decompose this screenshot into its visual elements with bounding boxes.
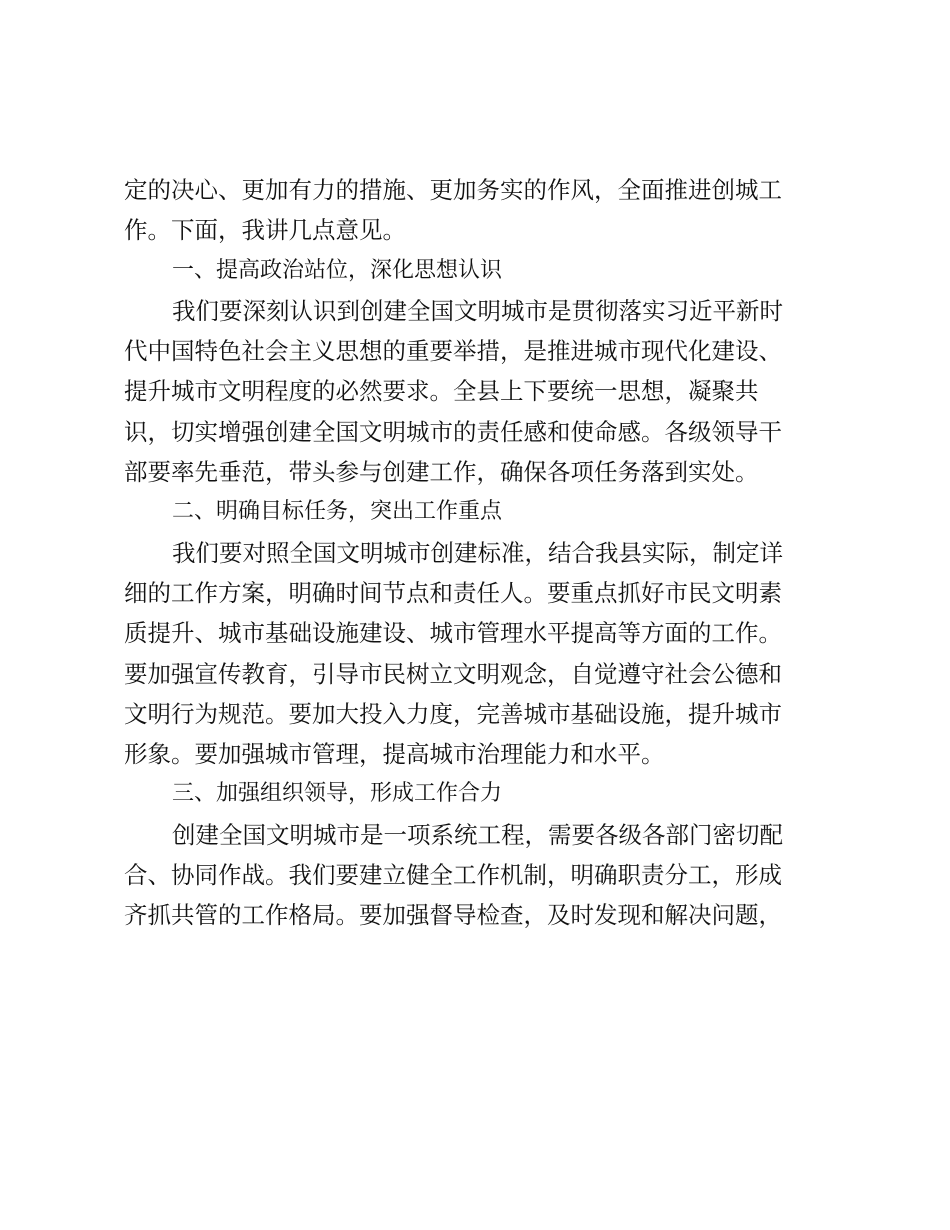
- section-heading-2: 二、明确目标任务，突出工作重点: [172, 499, 503, 525]
- body-line: 质提升、城市基础设施建设、城市管理水平提高等方面的工作。: [124, 619, 782, 648]
- body-line: 识，切实增强创建全国文明城市的责任感和使命感。各级领导干: [124, 417, 782, 446]
- section-heading-3: 三、加强组织领导，形成工作合力: [172, 781, 503, 807]
- paragraph-first-line: 我们要对照全国文明城市创建标准，结合我县实际，制定详: [172, 538, 783, 567]
- body-line: 合、协同作战。我们要建立健全工作机制，明确职责分工，形成: [124, 861, 782, 890]
- body-line: 定的决心、更加有力的措施、更加务实的作风，全面推进创城工: [124, 176, 782, 204]
- paragraph-first-line: 创建全国文明城市是一项系统工程，需要各级各部门密切配: [172, 820, 783, 849]
- body-line: 要加强宣传教育，引导市民树立文明观念，自觉遵守社会公德和: [124, 659, 782, 688]
- paragraph-first-line: 我们要深刻认识到创建全国文明城市是贯彻落实习近平新时: [172, 296, 783, 325]
- body-line: 形象。要加强城市管理，提高城市治理能力和水平。: [124, 740, 665, 769]
- body-line: 部要率先垂范，带头参与创建工作，确保各项任务落到实处。: [124, 458, 759, 487]
- body-line: 细的工作方案，明确时间节点和责任人。要重点抓好市民文明素: [124, 578, 782, 607]
- section-heading-1: 一、提高政治站位，深化思想认识: [172, 257, 503, 283]
- body-line: 提升城市文明程度的必然要求。全县上下要统一思想，凝聚共: [124, 377, 759, 406]
- body-line: 文明行为规范。要加大投入力度，完善城市基础设施，提升城市: [124, 699, 782, 728]
- body-line: 齐抓共管的工作格局。要加强督导检查，及时发现和解决问题，: [124, 901, 782, 930]
- body-line: 代中国特色社会主义思想的重要举措，是推进城市现代化建设、: [124, 337, 782, 366]
- body-line: 作。下面，我讲几点意见。: [124, 216, 406, 245]
- document-body: [124, 170, 824, 936]
